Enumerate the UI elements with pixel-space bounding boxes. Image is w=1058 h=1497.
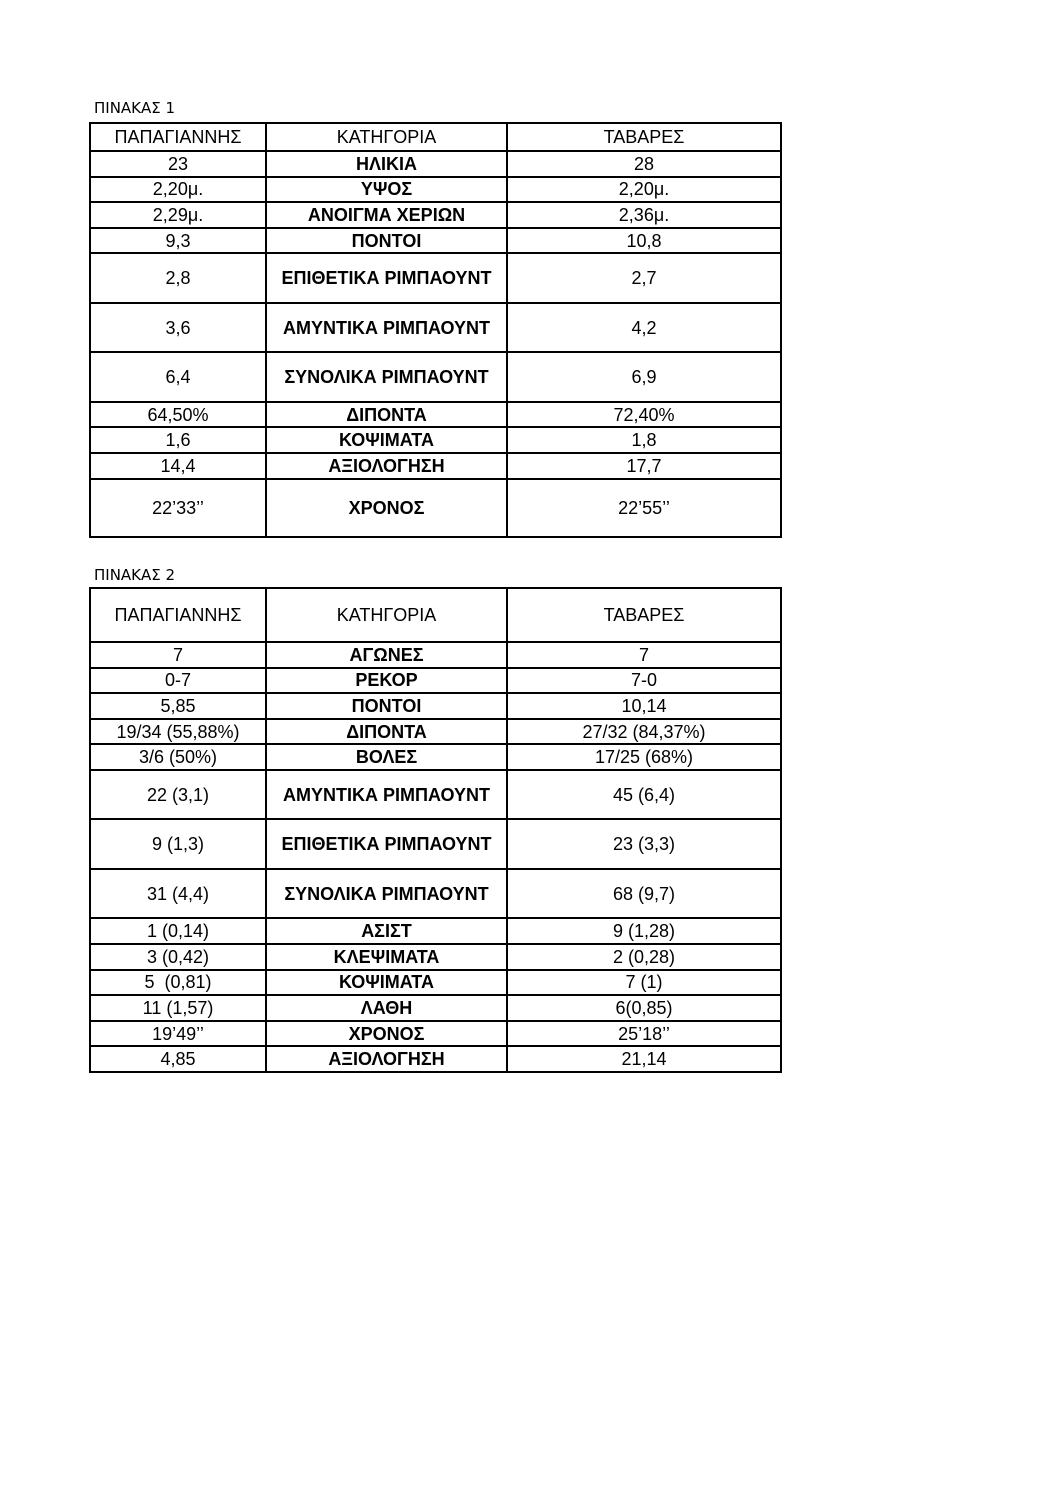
left-value-cell: 11 (1,57)	[90, 995, 266, 1021]
right-value-cell: 2 (0,28)	[507, 944, 781, 970]
left-value-cell: 6,4	[90, 352, 266, 402]
left-value-cell: 23	[90, 151, 266, 177]
table-row	[90, 944, 781, 970]
left-value-cell: 4,85	[90, 1046, 266, 1072]
category-cell: ΠΟΝΤΟΙ	[266, 693, 507, 719]
table-row	[90, 744, 781, 770]
left-value-cell: 2,29μ.	[90, 202, 266, 228]
category-cell: ΔΙΠΟΝΤΑ	[266, 719, 507, 745]
category-cell: ΧΡΟΝΟΣ	[266, 1021, 507, 1047]
table-row	[90, 869, 781, 919]
category-cell: ΥΨΟΣ	[266, 177, 507, 203]
left-value-cell: 22’33’’	[90, 479, 266, 537]
category-cell: ΛΑΘΗ	[266, 995, 507, 1021]
right-value-cell: 10,8	[507, 228, 781, 254]
category-cell: ΚΛΕΨΙΜΑΤΑ	[266, 944, 507, 970]
left-value-cell: 5,85	[90, 693, 266, 719]
category-cell: ΑΓΩΝΕΣ	[266, 642, 507, 668]
header-cell: ΚΑΤΗΓΟΡΙΑ	[266, 123, 507, 151]
right-value-cell: 17/25 (68%)	[507, 744, 781, 770]
left-value-cell: 19’49’’	[90, 1021, 266, 1047]
category-cell: ΣΥΝΟΛΙΚΑ ΡΙΜΠΑΟΥΝΤ	[266, 869, 507, 919]
category-cell: ΑΝΟΙΓΜΑ ΧΕΡΙΩΝ	[266, 202, 507, 228]
left-value-cell: 19/34 (55,88%)	[90, 719, 266, 745]
left-value-cell: 9,3	[90, 228, 266, 254]
category-cell: ΠΟΝΤΟΙ	[266, 228, 507, 254]
header-cell: ΤΑΒΑΡΕΣ	[507, 588, 781, 642]
right-value-cell: 22’55’’	[507, 479, 781, 537]
right-value-cell: 45 (6,4)	[507, 770, 781, 820]
category-cell: ΕΠΙΘΕΤΙΚΑ ΡΙΜΠΑΟΥΝΤ	[266, 819, 507, 869]
table-row	[90, 642, 781, 668]
table-row	[90, 995, 781, 1021]
left-value-cell: 7	[90, 642, 266, 668]
table-row	[90, 303, 781, 353]
table-row	[90, 177, 781, 203]
left-value-cell: 22 (3,1)	[90, 770, 266, 820]
category-cell: ΧΡΟΝΟΣ	[266, 479, 507, 537]
table-row	[90, 970, 781, 996]
right-value-cell: 2,36μ.	[507, 202, 781, 228]
table-1-caption: ΠΙΝΑΚΑΣ 1	[94, 99, 176, 117]
left-value-cell: 9 (1,3)	[90, 819, 266, 869]
stats-table-1	[89, 122, 782, 538]
table-row	[90, 819, 781, 869]
right-value-cell: 68 (9,7)	[507, 869, 781, 919]
category-cell: ΑΞΙΟΛΟΓΗΣΗ	[266, 453, 507, 479]
right-value-cell: 6,9	[507, 352, 781, 402]
header-cell: ΠΑΠΑΓΙΑΝΝΗΣ	[90, 588, 266, 642]
category-cell: ΒΟΛΕΣ	[266, 744, 507, 770]
category-cell: ΕΠΙΘΕΤΙΚΑ ΡΙΜΠΑΟΥΝΤ	[266, 253, 507, 303]
right-value-cell: 6(0,85)	[507, 995, 781, 1021]
right-value-cell: 10,14	[507, 693, 781, 719]
table-header-row	[90, 123, 781, 151]
left-value-cell: 0-7	[90, 668, 266, 694]
category-cell: ΚΟΨΙΜΑΤΑ	[266, 970, 507, 996]
category-cell: ΔΙΠΟΝΤΑ	[266, 402, 507, 428]
table-row	[90, 202, 781, 228]
table-row	[90, 427, 781, 453]
header-cell: ΚΑΤΗΓΟΡΙΑ	[266, 588, 507, 642]
table-row	[90, 693, 781, 719]
table-row	[90, 253, 781, 303]
category-cell: ΑΜΥΝΤΙΚΑ ΡΙΜΠΑΟΥΝΤ	[266, 770, 507, 820]
left-value-cell: 3 (0,42)	[90, 944, 266, 970]
category-cell: ΡΕΚΟΡ	[266, 668, 507, 694]
right-value-cell: 72,40%	[507, 402, 781, 428]
right-value-cell: 23 (3,3)	[507, 819, 781, 869]
right-value-cell: 27/32 (84,37%)	[507, 719, 781, 745]
table-row	[90, 1021, 781, 1047]
category-cell: ΑΞΙΟΛΟΓΗΣΗ	[266, 1046, 507, 1072]
right-value-cell: 2,7	[507, 253, 781, 303]
left-value-cell: 1,6	[90, 427, 266, 453]
table-row	[90, 228, 781, 254]
category-cell: ΣΥΝΟΛΙΚΑ ΡΙΜΠΑΟΥΝΤ	[266, 352, 507, 402]
table-row	[90, 770, 781, 820]
left-value-cell: 5 (0,81)	[90, 970, 266, 996]
right-value-cell: 7 (1)	[507, 970, 781, 996]
stats-table-2	[89, 587, 782, 1073]
table-row	[90, 1046, 781, 1072]
category-cell: ΚΟΨΙΜΑΤΑ	[266, 427, 507, 453]
table-2-caption: ΠΙΝΑΚΑΣ 2	[94, 566, 176, 584]
table-row	[90, 719, 781, 745]
left-value-cell: 31 (4,4)	[90, 869, 266, 919]
left-value-cell: 1 (0,14)	[90, 918, 266, 944]
header-cell: ΤΑΒΑΡΕΣ	[507, 123, 781, 151]
right-value-cell: 2,20μ.	[507, 177, 781, 203]
left-value-cell: 2,20μ.	[90, 177, 266, 203]
right-value-cell: 1,8	[507, 427, 781, 453]
left-value-cell: 3/6 (50%)	[90, 744, 266, 770]
table-row	[90, 352, 781, 402]
header-cell: ΠΑΠΑΓΙΑΝΝΗΣ	[90, 123, 266, 151]
table-row	[90, 151, 781, 177]
table-row	[90, 918, 781, 944]
left-value-cell: 64,50%	[90, 402, 266, 428]
category-cell: ΑΜΥΝΤΙΚΑ ΡΙΜΠΑΟΥΝΤ	[266, 303, 507, 353]
table-header-row	[90, 588, 781, 642]
category-cell: ΗΛΙΚΙΑ	[266, 151, 507, 177]
right-value-cell: 28	[507, 151, 781, 177]
right-value-cell: 25’18’’	[507, 1021, 781, 1047]
left-value-cell: 3,6	[90, 303, 266, 353]
right-value-cell: 7	[507, 642, 781, 668]
table-row	[90, 479, 781, 537]
table-row	[90, 668, 781, 694]
right-value-cell: 17,7	[507, 453, 781, 479]
category-cell: ΑΣΙΣΤ	[266, 918, 507, 944]
right-value-cell: 4,2	[507, 303, 781, 353]
right-value-cell: 9 (1,28)	[507, 918, 781, 944]
table-row	[90, 402, 781, 428]
left-value-cell: 14,4	[90, 453, 266, 479]
right-value-cell: 21,14	[507, 1046, 781, 1072]
table-row	[90, 453, 781, 479]
left-value-cell: 2,8	[90, 253, 266, 303]
right-value-cell: 7-0	[507, 668, 781, 694]
